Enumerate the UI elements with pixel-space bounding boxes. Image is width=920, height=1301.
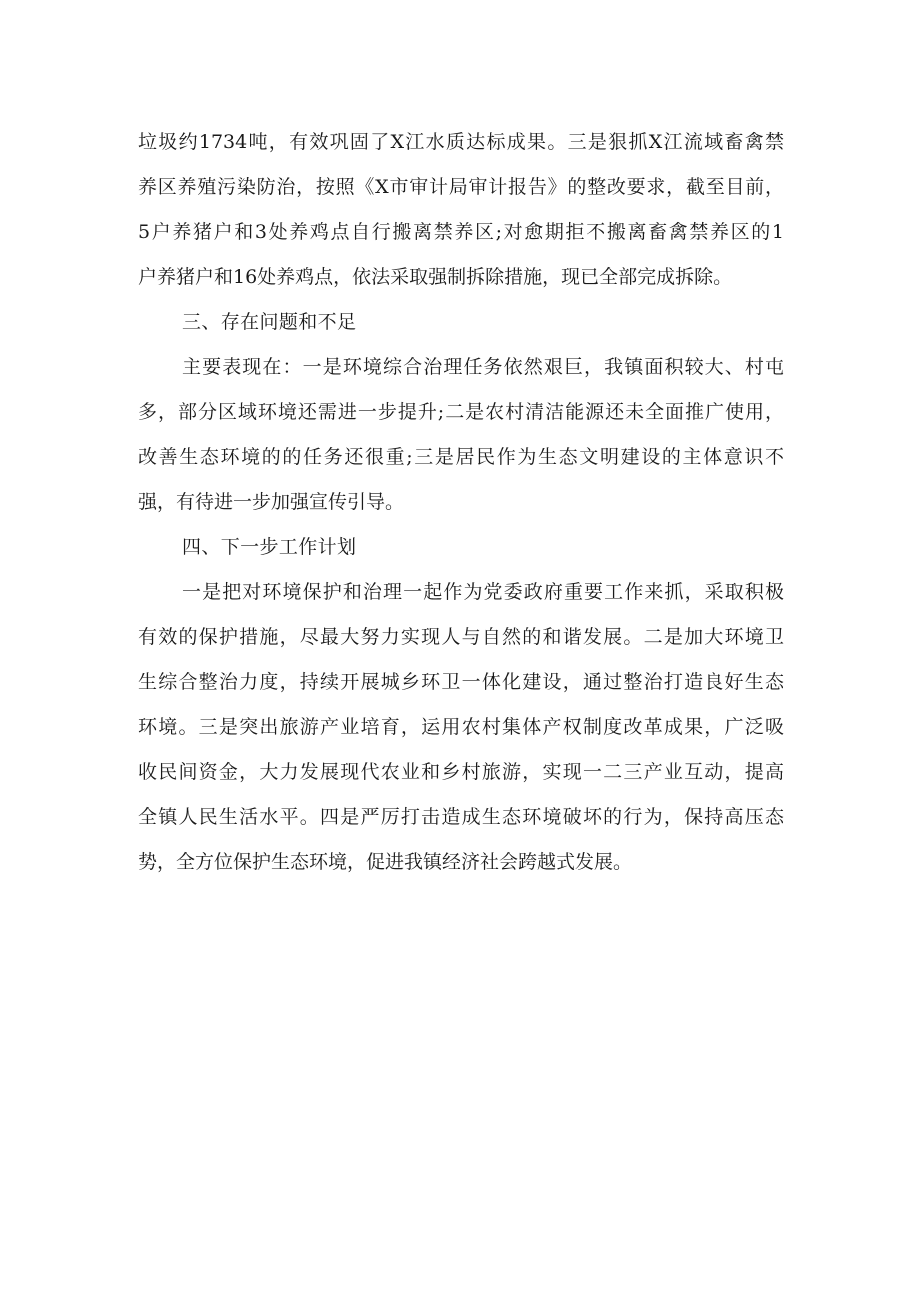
text-line: 5户养猪户和3处养鸡点自行搬离禁养区;对愈期拒不搬离畜禽禁养区的1 xyxy=(138,221,784,243)
text-line: 多，部分区域环境还需进一步提升;二是农村清洁能源还未全面推广使用， xyxy=(138,401,784,423)
text-line: 有效的保护措施，尽最大努力实现人与自然的和谐发展。二是加大环境卫 xyxy=(138,626,784,648)
section-3-heading-block xyxy=(138,300,784,345)
text-line: 全镇人民生活水平。四是严厉打击造成生态环境破坏的行为，保持高压态 xyxy=(138,806,784,828)
text-line: 改善生态环境的的任务还很重;三是居民作为生态文明建设的主体意识不 xyxy=(138,446,784,468)
section-heading: 四、下一步工作计划 xyxy=(182,536,357,558)
text-line: 垃圾约1734吨，有效巩固了X江水质达标成果。三是狠抓X江流域畜禽禁 xyxy=(138,131,784,153)
text-line: 户养猪户和16处养鸡点，依法采取强制拆除措施，现已全部完成拆除。 xyxy=(138,266,733,288)
paragraph-continued xyxy=(138,120,784,300)
text-line: 主要表现在：一是环境综合治理任务依然艰巨，我镇面积较大、村屯 xyxy=(182,356,784,378)
section-heading: 三、存在问题和不足 xyxy=(182,311,357,333)
section-4-paragraph xyxy=(138,570,784,885)
section-4-heading-block xyxy=(138,525,784,570)
text-line: 生综合整治力度，持续开展城乡环卫一体化建设，通过整治打造良好生态 xyxy=(138,671,784,693)
text-line: 强，有待进一步加强宣传引导。 xyxy=(138,491,405,513)
text-line: 环境。三是突出旅游产业培育，运用农村集体产权制度改革成果，广泛吸 xyxy=(138,716,784,738)
text-line: 势，全方位保护生态环境，促进我镇经济社会跨越式发展。 xyxy=(138,851,633,873)
document-body xyxy=(138,120,784,885)
text-line: 收民间资金，大力发展现代农业和乡村旅游，实现一二三产业互动，提高 xyxy=(138,761,784,783)
text-line: 一是把对环境保护和治理一起作为党委政府重要工作来抓，采取积极 xyxy=(182,581,784,603)
text-line: 养区养殖污染防治，按照《X市审计局审计报告》的整改要求，截至目前， xyxy=(138,176,784,198)
section-3-paragraph xyxy=(138,345,784,525)
